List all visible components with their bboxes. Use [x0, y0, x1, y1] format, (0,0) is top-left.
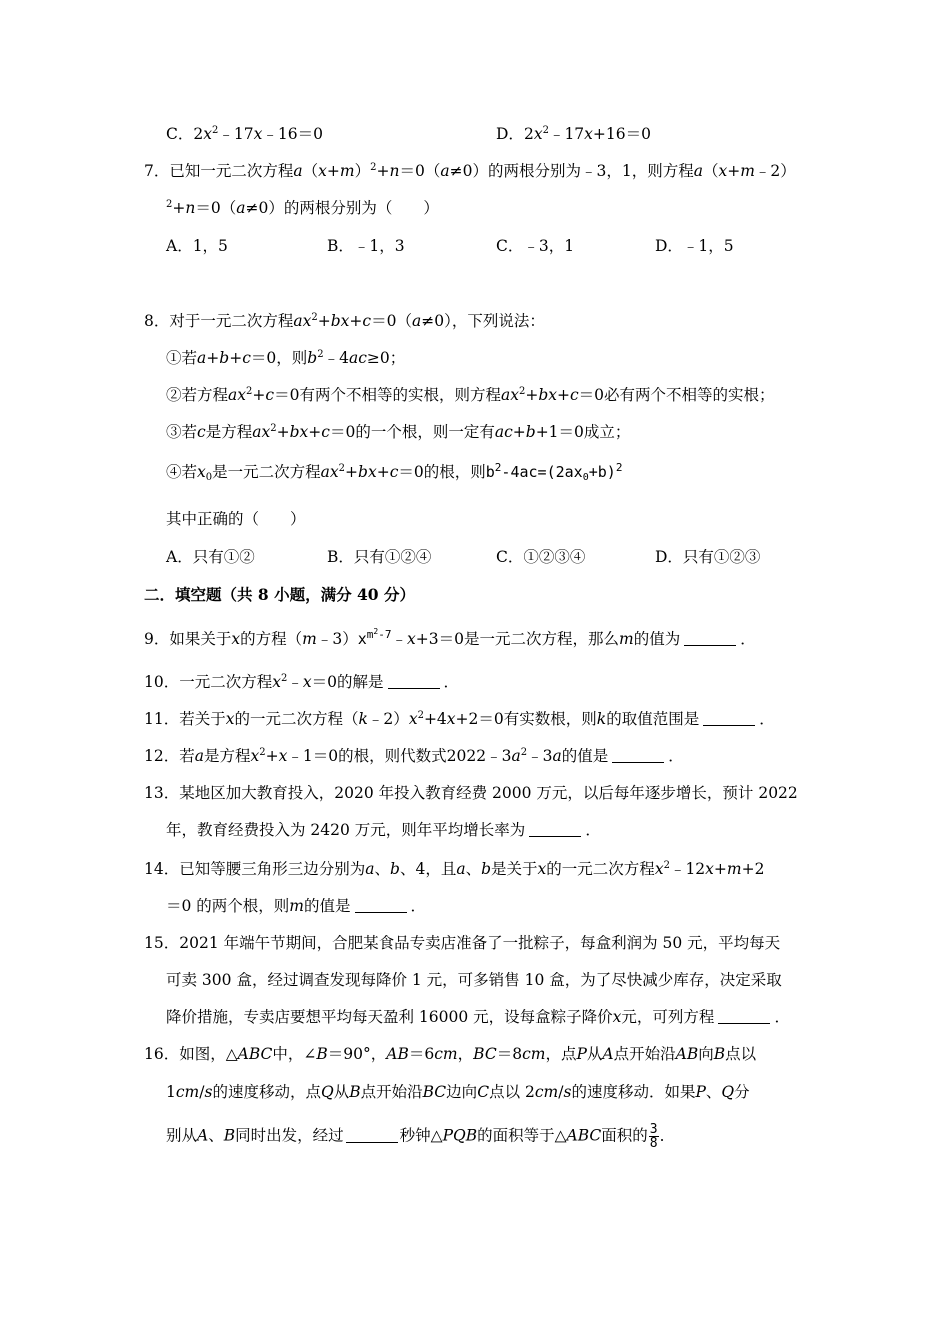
q7-option-a: A．1，5	[166, 237, 228, 255]
q12-answer-blank	[612, 748, 664, 763]
q6-option-d: D．$2x^2﹣17x+16=0$	[496, 125, 651, 143]
q16-answer-blank	[346, 1128, 398, 1143]
q7-option-c: C．﹣3，1	[496, 237, 575, 255]
q10: 10．一元二次方程$x^2﹣x=0$的解是 ．	[144, 673, 460, 691]
q7-line-1: 7．已知一元二次方程$a(x+m)^2+n=0(a\ne 0)$的两根分别为﹣3，1，则方程a（x+m﹣2）	[144, 162, 796, 180]
q15-line-3: 降价措施，专卖店要想平均每天盈利 16000 元，设每盒粽子降价x元，可列方程 ．	[166, 1008, 790, 1026]
q8-statement-4: ④若$x_0$是一元二次方程$ax^2+bx+c=0$的根，则$b^2-4ac=(2ax_0+b)^2$	[166, 461, 623, 483]
q15-answer-blank	[718, 1009, 770, 1024]
q12: 12．若a是方程$x^2+x﹣1=0$的根，则代数式$2022﹣3a^2﹣3a$的值是 ．	[144, 747, 684, 765]
q10-answer-blank	[388, 674, 440, 689]
q8-formula: $b^2-4ac=(2ax_0+b)^2$	[485, 461, 623, 483]
section-title-fill-in: 二．填空题（共 8 小题，满分 40 分）	[144, 585, 415, 604]
q9-power: $x^{m^2-7}$	[357, 627, 392, 648]
q15-line-1: 15．2021 年端午节期间，合肥某食品专卖店准备了一批粽子，每盒利润为 50 元，平均每天	[144, 934, 781, 952]
q7-line-2: $^2$+n＝0（a≠0）的两根分别为（ ）	[166, 199, 439, 217]
q8-option-b: B．只有①②④	[327, 548, 432, 566]
q7-option-b: B．﹣1，3	[327, 237, 405, 255]
q8-option-c: C．①②③④	[496, 548, 586, 566]
q13-answer-blank	[529, 822, 581, 837]
q13-line-1: 13．某地区加大教育投入，2020 年投入教育经费 2000 万元，以后每年逐步增长，预计 2022	[144, 784, 798, 802]
q9: 9．如果关于x的方程$(m﹣3)x^{m^2-7}﹣x+3=0$是一元二次方程，那么m的值为 ．	[144, 627, 756, 648]
q6-option-c: C．$2x^2﹣17x﹣16=0$	[166, 125, 323, 143]
q11-answer-blank	[703, 711, 755, 726]
q8-option-a: A．只有①②	[166, 548, 255, 566]
q8-intro: 8．对于一元二次方程$ax^2+bx+c=0(a\ne 0)$，下列说法：	[144, 312, 545, 330]
q14-answer-blank	[355, 898, 407, 913]
q15-line-2: 可卖 300 盒，经过调查发现每降价 1 元，可多销售 10 盒，为了尽快减少库存，决定采取	[166, 971, 782, 989]
q7-option-d: D．﹣1，5	[655, 237, 734, 255]
q9-answer-blank	[684, 631, 736, 646]
q8-ask: 其中正确的（ ）	[166, 510, 306, 528]
q11: 11．若关于x的一元二次方程$(k﹣2)x^2+4x+2=0$有实数根，则k的取值范围是 ．	[144, 710, 775, 728]
three-eighths-fraction: $\frac{3}{8}$	[649, 1122, 658, 1151]
q8-statement-2: ②若方程$ax^2+c=0$有两个不相等的实根，则方程$ax^2+bx+c=0$必有两个不相等的实根；	[166, 386, 775, 404]
q14-line-2: ＝0 的两个根，则m的值是 ．	[166, 897, 427, 915]
q16-line-3: 别从A、B同时出发，经过 秒钟△PQB的面积等于△ABC面积的 $\frac{3}{8}$ ．	[166, 1122, 676, 1151]
q8-option-d: D．只有①②③	[655, 548, 761, 566]
q8-statement-3: ③若c是方程$ax^2+bx+c=0$的一个根，则一定有ac+b+1＝0成立；	[166, 423, 631, 441]
q8-statement-1: ①若a+b+c＝0，则$b^2﹣4ac\ge 0$；	[166, 349, 406, 367]
q14-line-1: 14．已知等腰三角形三边分别为a、b、4，且a、b是关于x的一元二次方程$x^2﹣12x+m+2$	[144, 860, 765, 878]
q16-line-2: 1cm/s的速度移动，点Q从B点开始沿BC边向C点以 2cm/s的速度移动．如果P、Q分	[166, 1083, 750, 1101]
q13-line-2: 年，教育经费投入为 2420 万元，则年平均增长率为 ．	[166, 821, 601, 839]
q16-line-1: 16．如图，△ABC中，∠B＝90°，AB＝6cm，BC＝8cm，点P从A点开始沿AB向B点以	[144, 1045, 757, 1063]
